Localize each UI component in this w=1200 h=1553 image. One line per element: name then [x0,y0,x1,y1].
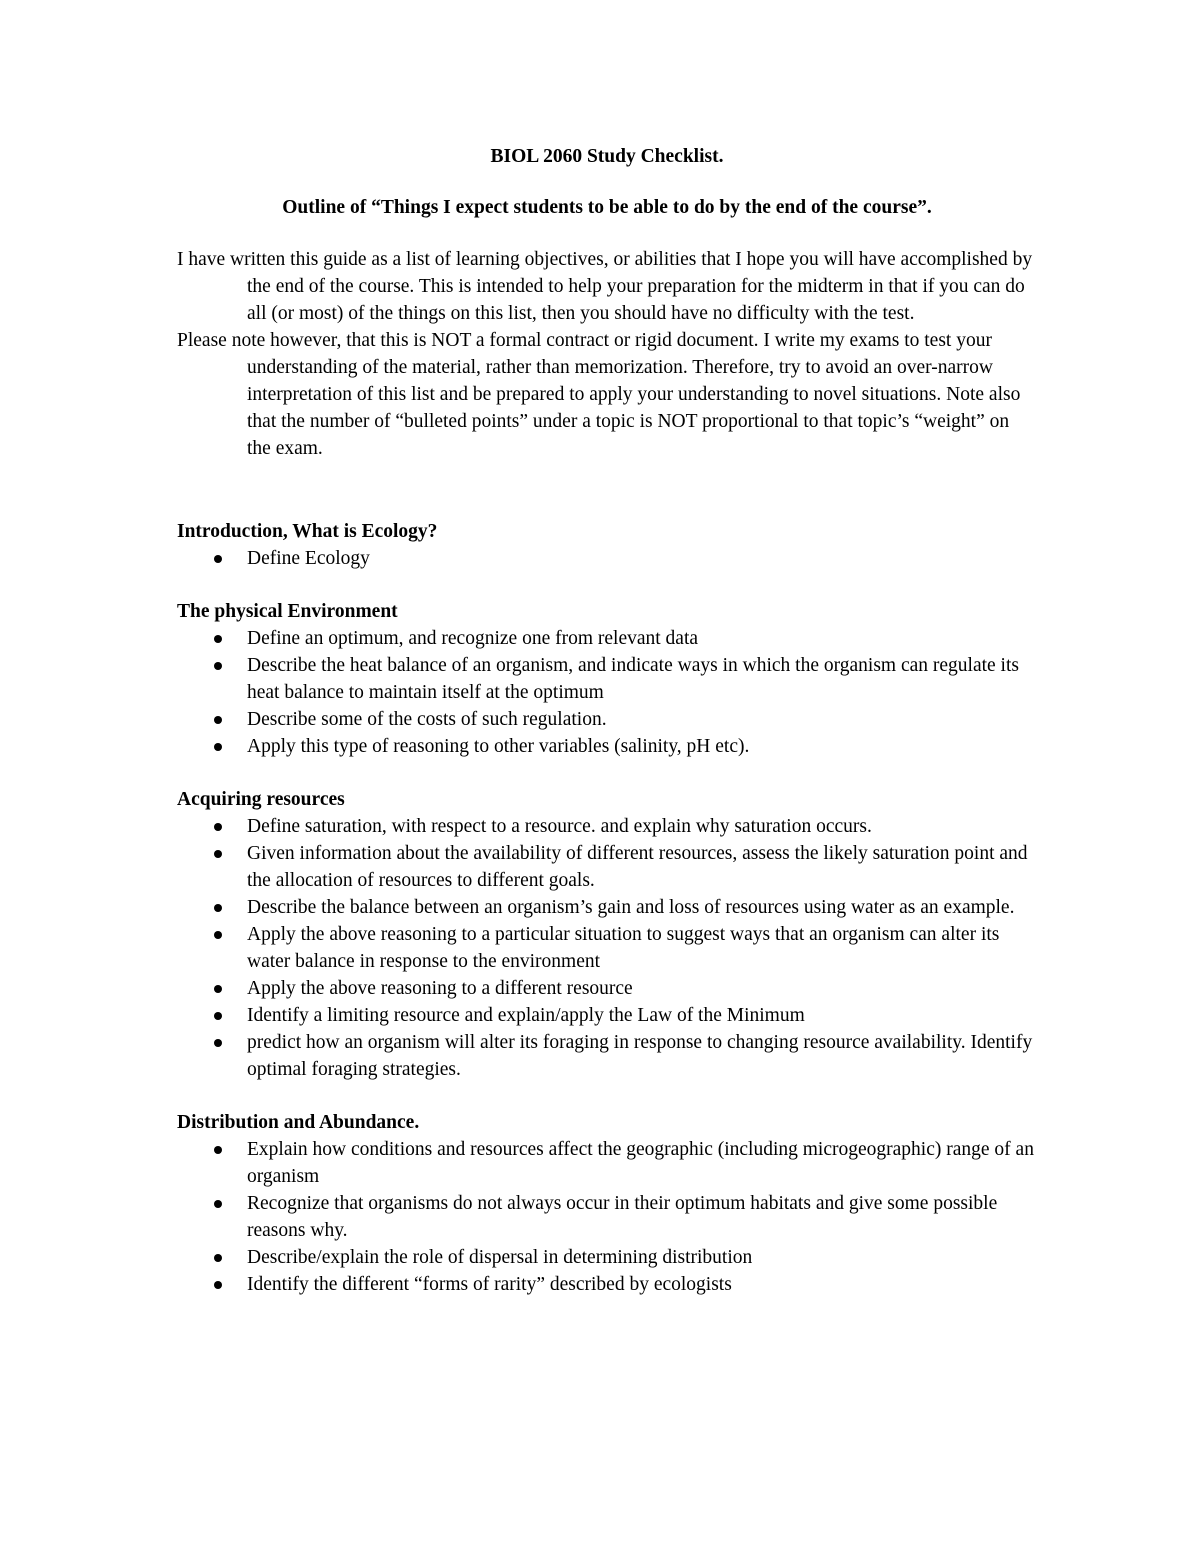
list-item-text: Given information about the availability of different resources, assess the likely saturation point and the allocation of resources to different goals. [247,843,1028,891]
list-item-text: Recognize that organisms do not always occur in their optimum habitats and give some possible reasons why. [247,1193,998,1241]
list-item [177,1136,1037,1190]
list-item-text: Explain how conditions and resources affect the geographic (including microgeographic) range of an organism [247,1139,1034,1187]
bullet-list [177,545,1037,572]
section-heading: Acquiring resources [177,789,345,810]
list-item [177,1029,1037,1083]
bullet-list [177,813,1037,1083]
bullet-icon [214,1254,222,1262]
list-item-text: Identify the different “forms of rarity” described by ecologists [247,1274,732,1295]
list-item-text: Define an optimum, and recognize one from relevant data [247,628,699,649]
list-item [177,975,1037,1002]
list-item [177,545,1037,572]
list-item-text: Describe the heat balance of an organism, and indicate ways in which the organism can regulate its heat balance to maintain itself at the optimum [247,655,1019,703]
list-item-text: Define Ecology [247,548,370,569]
intro-paragraph-2: Please note however, that this is NOT a formal contract or rigid document. I write my exams to test your understanding of the material, rather than memorization. Therefore, try to avoid an over-narrow interpretation of this list and be prepared to apply your understanding to novel situations. Note also that the number of “bulleted points” under a topic is NOT proportional to that topic’s “weight” on the exam. [177,330,1021,459]
bullet-icon [214,635,222,643]
list-item [177,921,1037,975]
list-item-text: Describe the balance between an organism’s gain and loss of resources using water as an example. [247,897,1015,918]
bullet-icon [214,850,222,858]
bullet-icon [214,716,222,724]
list-item [177,1002,1037,1029]
document-subtitle: Outline of “Things I expect students to be able to do by the end of the course”. [282,197,932,218]
list-item-text: Apply the above reasoning to a different resource [247,978,633,999]
section-heading: Distribution and Abundance. [177,1112,420,1133]
bullet-icon [214,1146,222,1154]
list-item [177,733,1037,760]
list-item [177,625,1037,652]
bullet-icon [214,662,222,670]
bullet-icon [214,823,222,831]
bullet-icon [214,1200,222,1208]
list-item-text: Apply this type of reasoning to other variables (salinity, pH etc). [247,736,750,757]
list-item [177,1244,1037,1271]
list-item [177,1271,1037,1298]
list-item [177,652,1037,706]
list-item-text: Define saturation, with respect to a resource. and explain why saturation occurs. [247,816,872,837]
section-heading: The physical Environment [177,601,398,622]
bullet-icon [214,931,222,939]
bullet-icon [214,904,222,912]
bullet-icon [214,555,222,563]
section-distribution-abundance [177,1109,1037,1298]
intro-paragraph-1: I have written this guide as a list of learning objectives, or abilities that I hope you will have accomplished by the end of the course. This is intended to help your preparation for the midterm in that if you can do all (or most) of the things on this list, then you should have no difficulty with the test. [177,249,1033,324]
list-item [177,1190,1037,1244]
section-introduction [177,518,1037,572]
list-item [177,706,1037,733]
bullet-icon [214,1012,222,1020]
list-item-text: predict how an organism will alter its foraging in response to changing resource availability. Identify optimal foraging strategies. [247,1032,1033,1080]
list-item [177,840,1037,894]
bullet-list [177,1136,1037,1298]
document-title: BIOL 2060 Study Checklist. [490,146,724,167]
bullet-icon [214,1281,222,1289]
list-item-text: Apply the above reasoning to a particular situation to suggest ways that an organism can alter its water balance in response to the environment [247,924,1000,972]
bullet-icon [214,985,222,993]
list-item-text: Describe some of the costs of such regulation. [247,709,607,730]
bullet-icon [214,1039,222,1047]
intro-block [177,246,1037,462]
list-item [177,813,1037,840]
section-acquiring-resources [177,786,1037,1083]
document-page [177,143,1037,1298]
list-item [177,894,1037,921]
list-item-text: Identify a limiting resource and explain/apply the Law of the Minimum [247,1005,805,1026]
section-physical-environment [177,598,1037,760]
list-item-text: Describe/explain the role of dispersal in determining distribution [247,1247,753,1268]
bullet-list [177,625,1037,760]
bullet-icon [214,743,222,751]
section-heading: Introduction, What is Ecology? [177,521,438,542]
